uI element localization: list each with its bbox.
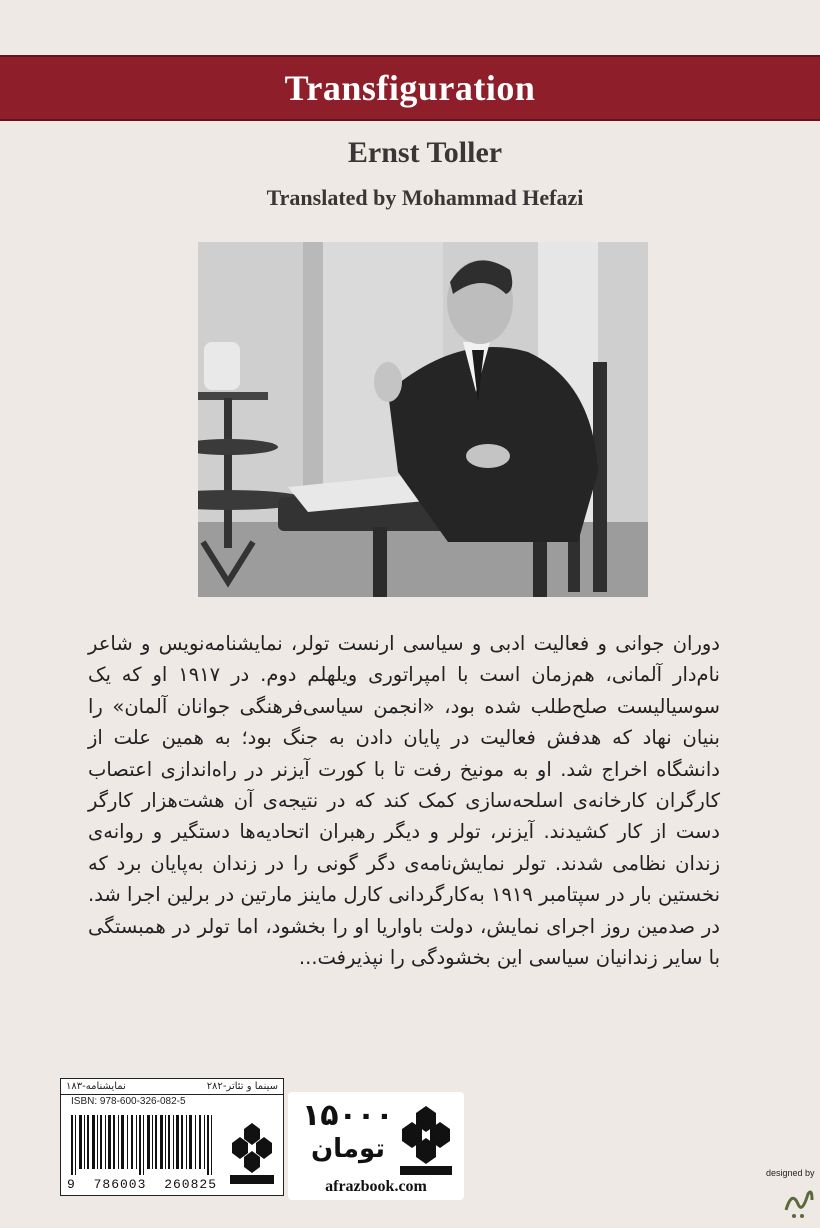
publisher-website: afrazbook.com: [325, 1178, 427, 1195]
author-portrait-photo: [198, 242, 648, 597]
afraz-logo-icon: [396, 1104, 456, 1176]
price-amount: ۱۵۰۰۰: [302, 1098, 394, 1133]
synopsis-text: دوران جوانی و فعالیت ادبی و سیاسی ارنست تولر، نمایشنامه‌نویس و شاعر نام‌دار آلمانی، هم‌زمان است با امپراتوری ویلهلم دوم. در ۱۹۱۷ او که یک سوسیالیست صلح‌طلب شده بود، «انجمن سیاسی‌فرهنگی جوانان آلمان» را بنیان نهاد که هدفش فعالیت در پایان دادن به جنگ بود؛ به همین علت از دانشگاه اخراج شد. او به مونیخ رفت تا با کورت آیزنر در راه‌اندازی اعتصاب کارگران کارخانه‌ی اسلحه‌سازی کمک کند که در نتیجه‌ی آن هشت‌هزار کارگر دست از کار کشیدند. آیزنر، تولر و دیگر رهبران اتحادیه‌ها دستگیر و روانه‌ی زندان نظامی شدند. تولر نمایش‌نامه‌ی دگر گونی را در زندان به‌پایان برد که نخستین بار در سپتامبر ۱۹۱۹ به‌کارگردانی کارل ماینز مارتین در برلین اجرا شد. در صدمین روز اجرای نمایش، دولت باواریا او را بخشود، اما تولر در همبستگی با سایر زندانیان سیاسی این بخشودگی را نپذیرفت...: [88, 632, 720, 970]
title-banner: [0, 55, 820, 121]
barcode-bars-icon: [67, 1115, 217, 1175]
translator-credit: Translated by Mohammad Hefazi: [266, 185, 584, 210]
author-name: Ernst Toller: [347, 136, 503, 169]
designer-signature-icon: [782, 1184, 816, 1220]
play-number: نمایشنامه-۱۸۳: [66, 1081, 126, 1092]
barcode-digit-left: 786003: [93, 1177, 147, 1192]
portrait-photo-icon: [198, 242, 648, 597]
barcode-digit-lead: 9: [67, 1177, 76, 1192]
series-number: سینما و تئاتر-۲۸۲: [206, 1081, 278, 1092]
barcode-label: [60, 1078, 284, 1196]
price-currency: تومان: [310, 1134, 386, 1164]
barcode-digits: [67, 1177, 217, 1192]
afraz-logo-icon: [227, 1121, 277, 1185]
designer-credit: designed by: [766, 1168, 815, 1178]
book-title: Transfiguration: [284, 68, 536, 108]
barcode-digit-right: 260825: [164, 1177, 217, 1192]
price-label: [288, 1092, 464, 1200]
isbn-text: ISBN: 978-600-326-082-5: [71, 1096, 186, 1107]
series-info: [61, 1079, 283, 1095]
